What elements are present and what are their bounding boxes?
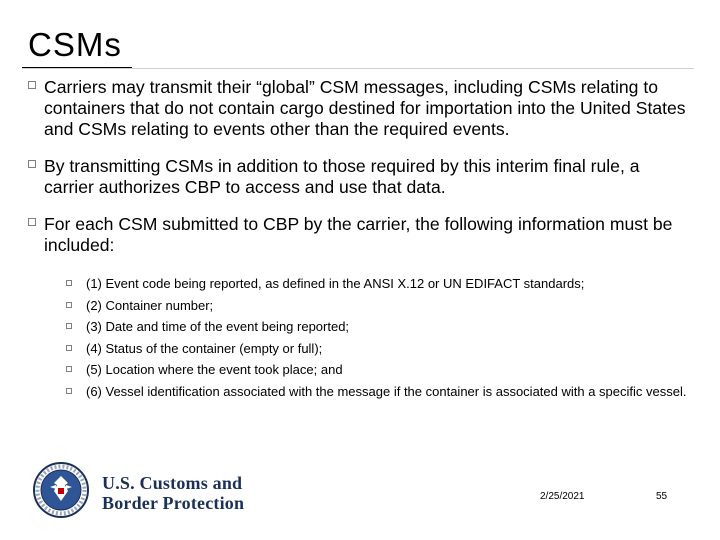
- square-bullet-icon: [28, 160, 36, 168]
- cbp-logo: [32, 461, 245, 517]
- sub-bullet-item: [54, 338, 688, 360]
- bullet-item: [28, 156, 688, 198]
- sub-bullet-item: [54, 273, 688, 295]
- sub-bullet-item: [54, 295, 688, 317]
- sub-bullet-text: (1) Event code being reported, as defined in the ANSI X.12 or UN EDIFACT standards;: [86, 276, 585, 291]
- sub-bullet-list: [54, 273, 688, 400]
- square-bullet-icon: [66, 323, 72, 329]
- sub-bullet-item: [54, 384, 688, 400]
- sub-bullet-item: [54, 316, 688, 338]
- bullet-text: Carriers may transmit their “global” CSM messages, including CSMs relating to containers that do not contain cargo destined for importation into the United States and CSMs relating to events other than the required events.: [44, 77, 686, 139]
- page-number: 55: [656, 491, 668, 502]
- bullet-text: For each CSM submitted to CBP by the carrier, the following information must be included:: [44, 214, 673, 255]
- sub-bullet-item: [54, 359, 688, 381]
- sub-bullet-text: (5) Location where the event took place; and: [86, 362, 343, 377]
- sub-bullet-text: (3) Date and time of the event being reported;: [86, 319, 350, 334]
- sub-bullet-text: (2) Container number;: [86, 297, 214, 313]
- dhs-seal-icon: [32, 461, 90, 519]
- bullet-text: By transmitting CSMs in addition to those required by this interim final rule, a carrier authorizes CBP to access and use that data.: [44, 156, 640, 197]
- logo-line-2: Border Protection: [102, 493, 245, 513]
- logo-line-1: U.S. Customs and: [102, 473, 243, 493]
- cbp-logo-text: [102, 473, 244, 513]
- slide-body: [28, 77, 688, 416]
- square-bullet-icon: [28, 81, 36, 89]
- footer-date: 2/25/2021: [540, 491, 585, 502]
- square-bullet-icon: [66, 366, 72, 372]
- square-bullet-icon: [66, 345, 72, 351]
- sub-bullet-text: (6) Vessel identification associated with the message if the container is associated with a specific vessel.: [86, 383, 687, 399]
- bullet-item: [28, 214, 688, 400]
- sub-bullet-text: (4) Status of the container (empty or full);: [86, 340, 323, 356]
- square-bullet-icon: [28, 218, 36, 226]
- square-bullet-icon: [66, 302, 72, 308]
- square-bullet-icon: [66, 388, 72, 394]
- title-divider: [22, 68, 694, 69]
- bullet-item: [28, 77, 688, 140]
- square-bullet-icon: [66, 280, 72, 286]
- slide-title: CSMs: [28, 26, 122, 63]
